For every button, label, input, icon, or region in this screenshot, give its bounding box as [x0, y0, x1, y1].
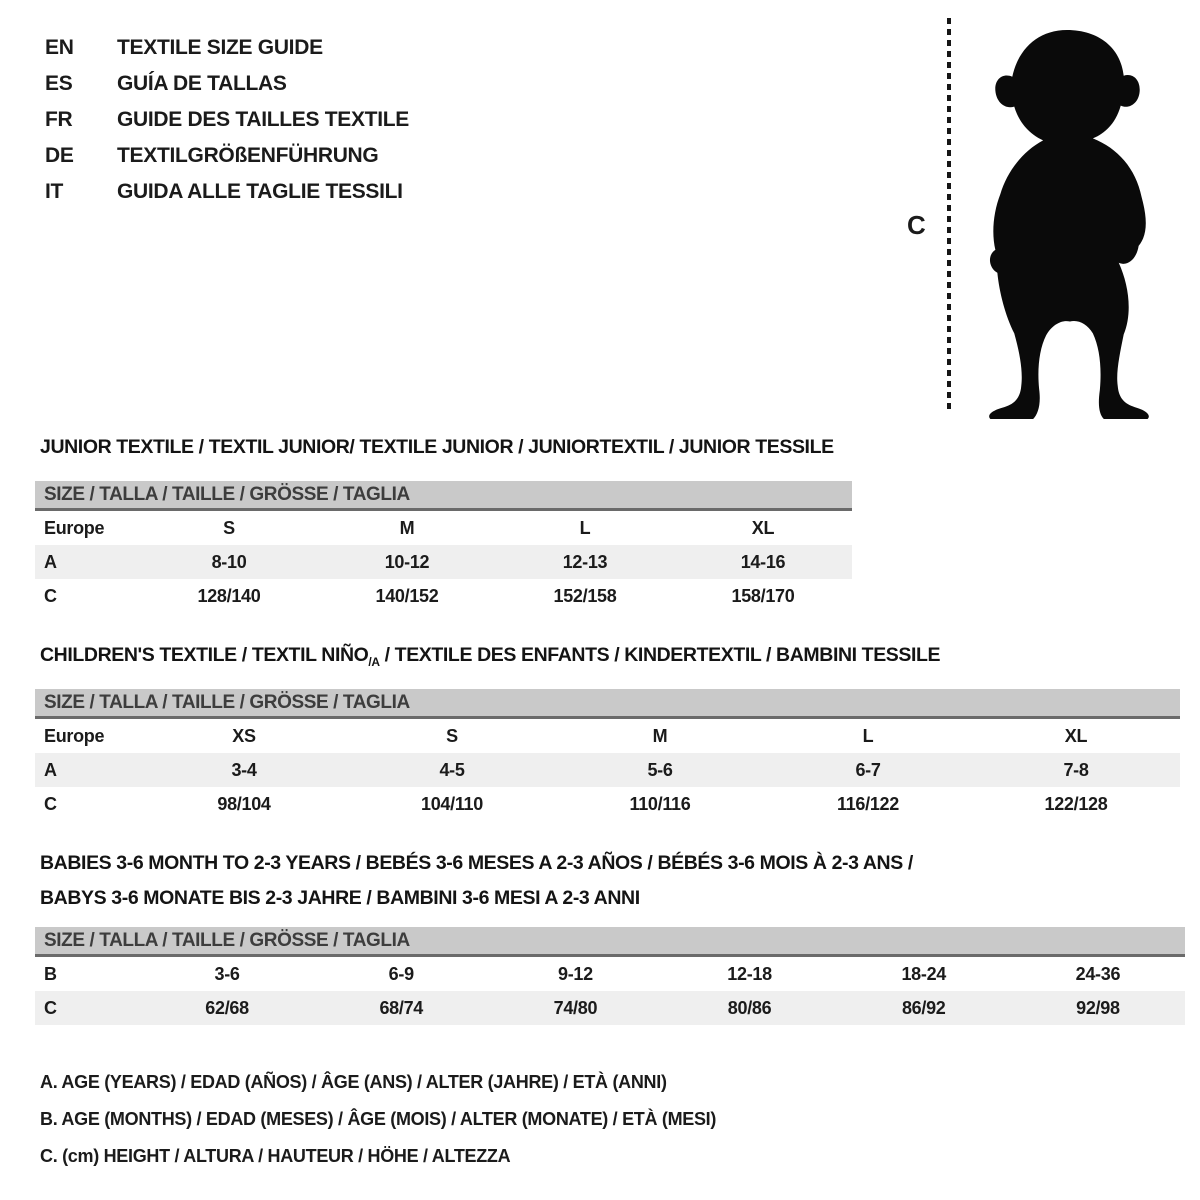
table-cell: 18-24	[901, 963, 947, 984]
table-cell: 14-16	[740, 551, 786, 572]
table-cell: 92/98	[1076, 997, 1120, 1018]
table-cell: 74/80	[553, 997, 598, 1018]
children-row-age	[35, 753, 1180, 787]
language-code: FR	[45, 108, 73, 131]
table-cell: 80/86	[727, 997, 772, 1018]
guide-title-fr: GUIDE DES TAILLES TEXTILE	[117, 108, 409, 131]
table-cell: S	[223, 517, 235, 538]
row-label: Europe	[44, 725, 105, 746]
size-header-label: SIZE / TALLA / TAILLE / GRÖSSE / TAGLIA	[44, 691, 410, 713]
babies-heading-line1: BABIES 3-6 MONTH TO 2-3 YEARS / BEBÉS 3-6 MESES A 2-3 AÑOS / BÉBÉS 3-6 MOIS À 2-3 ANS /	[40, 852, 913, 874]
table-cell: 122/128	[1044, 793, 1108, 814]
children-row-height	[35, 787, 1180, 821]
table-cell: 62/68	[205, 997, 249, 1018]
table-cell: L	[862, 725, 874, 746]
row-label: A	[44, 759, 57, 780]
toddler-silhouette-icon	[967, 22, 1167, 420]
table-cell: 158/170	[731, 585, 795, 606]
row-label: B	[44, 963, 57, 984]
language-row-es	[45, 66, 409, 102]
row-label: A	[44, 551, 57, 572]
table-cell: 98/104	[217, 793, 271, 814]
size-header-label: SIZE / TALLA / TAILLE / GRÖSSE / TAGLIA	[44, 929, 410, 951]
children-size-table	[35, 689, 1180, 821]
measurement-legend	[40, 1064, 716, 1175]
junior-section-heading: JUNIOR TEXTILE / TEXTIL JUNIOR/ TEXTILE JUNIOR / JUNIORTEXTIL / JUNIOR TESSILE	[40, 436, 834, 458]
children-heading-suffix: / TEXTILE DES ENFANTS / KINDERTEXTIL / BAMBINI TESSILE	[379, 644, 941, 666]
language-row-fr	[45, 102, 409, 138]
table-cell: S	[446, 725, 458, 746]
table-cell: 8-10	[211, 551, 247, 572]
table-cell: 12-18	[727, 963, 772, 984]
table-cell: 5-6	[647, 759, 673, 780]
language-code: DE	[45, 144, 74, 167]
table-cell: 3-6	[214, 963, 240, 984]
legend-line-c: C. (cm) HEIGHT / ALTURA / HAUTEUR / HÖHE / ALTEZZA	[40, 1146, 511, 1166]
table-cell: 110/116	[629, 793, 691, 814]
junior-size-table	[35, 481, 852, 613]
language-row-de	[45, 138, 409, 174]
language-row-it	[45, 174, 409, 210]
children-heading-subscript: /A	[368, 654, 380, 669]
table-cell: XL	[1064, 725, 1088, 746]
language-title-list	[45, 30, 409, 210]
guide-title-de: TEXTILGRÖßENFÜHRUNG	[117, 144, 379, 167]
table-cell: 86/92	[901, 997, 946, 1018]
table-cell: 152/158	[553, 585, 617, 606]
junior-row-age	[35, 545, 852, 579]
row-label: C	[44, 585, 57, 606]
table-cell: 116/122	[837, 793, 899, 814]
children-heading-prefix: CHILDREN'S TEXTILE / TEXTIL NIÑO	[40, 644, 369, 666]
guide-title-es: GUÍA DE TALLAS	[117, 72, 287, 95]
table-cell: 6-9	[388, 963, 414, 984]
language-code: ES	[45, 72, 73, 95]
table-cell: XS	[232, 725, 256, 746]
table-cell: 12-13	[562, 551, 608, 572]
row-label: Europe	[44, 517, 105, 538]
table-cell: 104/110	[421, 793, 483, 814]
language-row-en	[45, 30, 409, 66]
babies-heading-line2: BABYS 3-6 MONATE BIS 2-3 JAHRE / BAMBINI 3-6 MESI A 2-3 ANNI	[40, 887, 640, 909]
babies-section-heading	[40, 846, 913, 916]
table-cell: 128/140	[197, 585, 261, 606]
children-section-heading	[40, 644, 940, 669]
babies-size-table	[35, 927, 1185, 1025]
baby-height-figure	[895, 10, 1185, 430]
table-cell: 7-8	[1063, 759, 1089, 780]
row-label: C	[44, 793, 57, 814]
table-cell: 9-12	[558, 963, 593, 984]
table-cell: 140/152	[375, 585, 439, 606]
table-cell: M	[399, 517, 415, 538]
babies-size-header-bar	[35, 927, 1185, 957]
children-size-header-bar	[35, 689, 1180, 719]
junior-row-height	[35, 579, 852, 613]
row-label: C	[44, 997, 57, 1018]
size-header-label: SIZE / TALLA / TAILLE / GRÖSSE / TAGLIA	[44, 483, 410, 505]
table-cell: 3-4	[231, 759, 257, 780]
table-cell: 10-12	[384, 551, 430, 572]
language-code: EN	[45, 36, 74, 59]
height-measure-label: C	[907, 210, 926, 240]
legend-line-b: B. AGE (MONTHS) / EDAD (MESES) / ÂGE (MOIS) / ALTER (MONATE) / ETÀ (MESI)	[40, 1109, 717, 1129]
table-cell: M	[652, 725, 668, 746]
table-cell: L	[579, 517, 591, 538]
language-code: IT	[45, 180, 64, 203]
guide-title-it: GUIDA ALLE TAGLIE TESSILI	[117, 180, 403, 203]
babies-row-months	[35, 957, 1185, 991]
legend-line-a: A. AGE (YEARS) / EDAD (AÑOS) / ÂGE (ANS) / ALTER (JAHRE) / ETÀ (ANNI)	[40, 1072, 667, 1092]
junior-row-europe	[35, 511, 852, 545]
table-cell: 68/74	[379, 997, 424, 1018]
table-cell: 24-36	[1075, 963, 1121, 984]
children-row-europe	[35, 719, 1180, 753]
table-cell: 4-5	[439, 759, 465, 780]
table-cell: 6-7	[855, 759, 881, 780]
guide-title-en: TEXTILE SIZE GUIDE	[117, 36, 323, 59]
table-cell: XL	[751, 517, 775, 538]
junior-size-header-bar	[35, 481, 852, 511]
height-measure-dashed-line	[947, 18, 951, 414]
babies-row-height	[35, 991, 1185, 1025]
